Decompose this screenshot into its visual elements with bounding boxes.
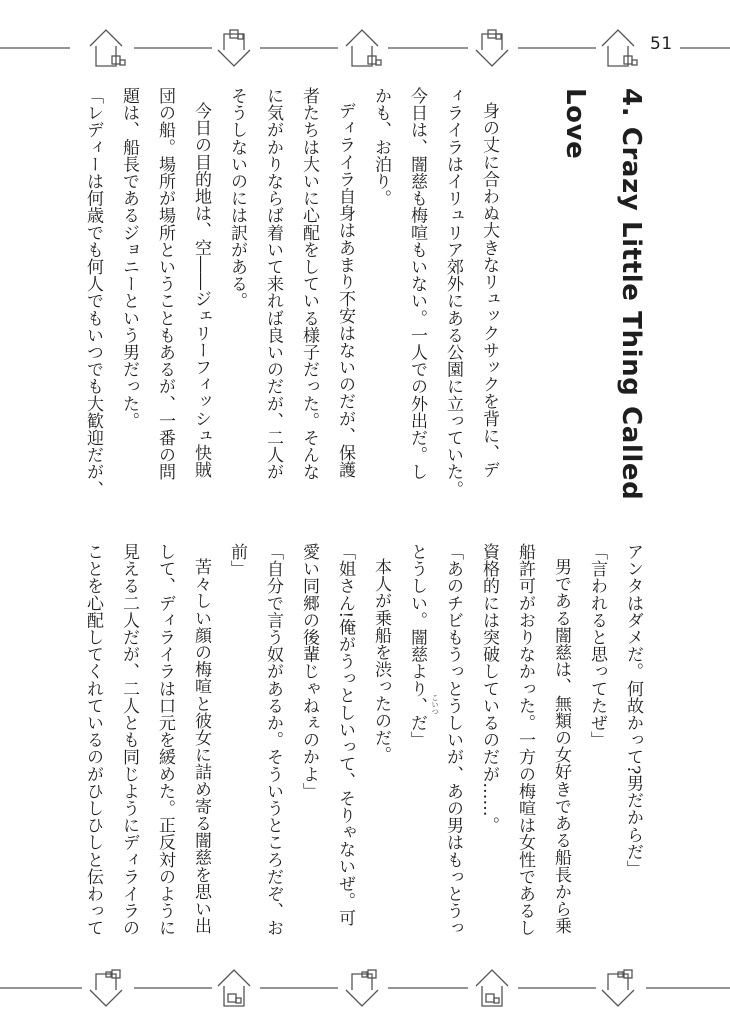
- chapter-title-line2: Love: [560, 88, 590, 160]
- ruby-annotation: こいつ: [431, 694, 439, 715]
- chapter-title-line1: 4. Crazy Little Thing Called: [616, 88, 646, 501]
- text-column: 苦々しい顔の梅喧と彼女に詰め寄る闇慈を思い出: [191, 558, 211, 935]
- house-down-icon: [346, 970, 378, 1006]
- text-column: 今日の目的地は、空――ジェリーフィッシュ快賊: [191, 102, 211, 479]
- house-up-icon: [602, 30, 637, 66]
- text-column: 身の丈に合わぬ大きなリュックサックを背に、デ: [479, 102, 499, 479]
- text-column: に気がかりならば着いて来れば良いのだが、二人が: [263, 87, 283, 481]
- text-column: 今日は、闇慈も梅喧もいない。一人での外出だ。し: [407, 87, 427, 481]
- text-column: ディライラ自身はあまり不安はないのだが、保護: [335, 102, 355, 479]
- text-column: 題は、船長であるジョニーという男だった。: [119, 87, 139, 429]
- text-column: 男である闇慈は、無類の女好きである船長から乗: [551, 558, 571, 935]
- text-column: 愛い同郷の後輩じゃねぇのかよ」: [299, 543, 319, 800]
- text-column: 「姐さん!俺がうっとしいって、そりゃないぜ。可: [335, 543, 355, 927]
- house-up-icon: [476, 970, 508, 1006]
- house-down-icon: [218, 30, 250, 66]
- text-column: 「レディーは何歳でも何人でもいつでも大歓迎だが、: [83, 87, 103, 498]
- house-down-icon: [476, 30, 508, 66]
- text-column: して、ディライラは口元を緩めた。正反対のように: [155, 543, 175, 937]
- top-ornamental-border: [0, 18, 730, 78]
- text-column: 見える二人だが、二人とも同じようにディライラの: [119, 543, 139, 937]
- text-column: 前」: [227, 543, 247, 578]
- text-column: 者たちは大いに心配をしている様子だった。そんな: [299, 87, 319, 481]
- house-down-icon: [90, 970, 122, 1006]
- text-column: 「あのチビもうっとうしいが、あの男はもっとうっ: [443, 543, 463, 937]
- page-number: 51: [650, 34, 673, 54]
- text-column: 船許可がおりなかった。一方の梅喧は女性であるし: [515, 543, 535, 937]
- text-column: 団の船。場所が場所ということもあるが、一番の問: [155, 87, 175, 481]
- text-column: 「自分で言う奴があるか。そういうところだぞ、お: [263, 543, 283, 937]
- text-column: アンタはダメだ。何故かって?男だからだ」: [623, 543, 643, 878]
- text-column: ことを心配してくれているのがひしひしと伝わって: [83, 543, 103, 937]
- text-column: そうしないのには訳がある。: [227, 87, 247, 310]
- house-up-icon: [90, 30, 125, 66]
- text-column: とうしい。闇慈より、だ」: [407, 543, 427, 749]
- text-column: 本人が乗船を渋ったのだ。: [371, 558, 391, 764]
- bottom-ornamental-border: [0, 958, 730, 1018]
- text-column: 「言われると思ってたぜ」: [587, 543, 607, 749]
- text-column: ィライラはイリュリア郊外にある公園に立っていた。: [443, 87, 463, 498]
- house-up-icon: [218, 970, 250, 1006]
- house-up-icon: [346, 30, 381, 66]
- text-column: かも、お泊り。: [371, 87, 391, 207]
- text-column: 資格的には突破しているのだが……。: [479, 543, 499, 834]
- house-down-icon: [602, 970, 634, 1006]
